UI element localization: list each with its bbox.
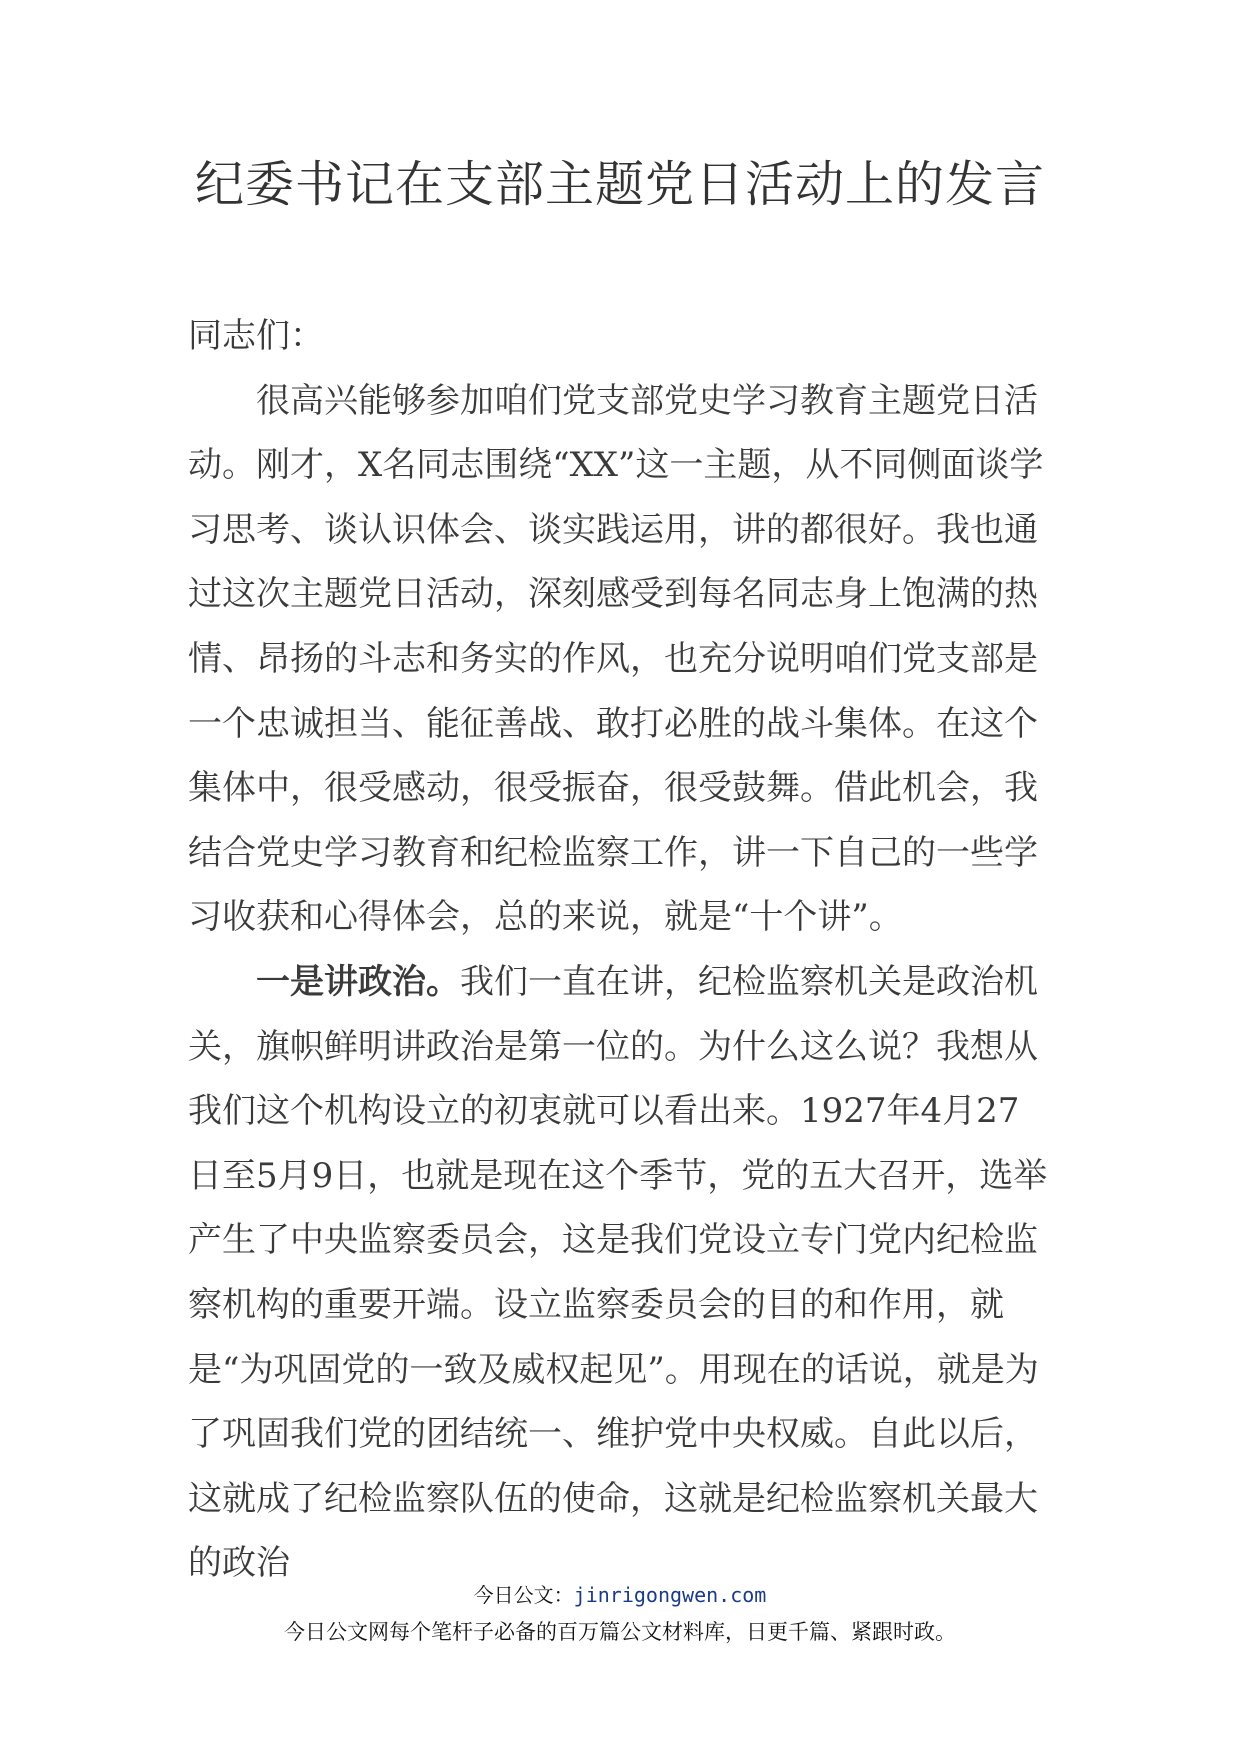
footer-slogan: 今日公文网每个笔杆子必备的百万篇公文材料库，日更千篇、紧跟时政。 — [284, 1620, 956, 1644]
footer-site-line — [0, 1580, 1240, 1610]
paragraph-politics-text: 我们一直在讲，纪检监察机关是政治机关，旗帜鲜明讲政治是第一位的。为什么这么说？我想从我们这个机构设立的初衷就可以看出来。1927年4月27日至5月9日，也就是现在这个季节，党的五大召开，选举产生了中央监察委员会，这是我们党设立专门党内纪检监察机构的重要开端。设立监察委员会的目的和作用，就是“为巩固党的一致及威权起见”。用现在的话说，就是为了巩固我们党的团结统一、维护党中央权威。自此以后，这就成了纪检监察队伍的使命，这就是纪检监察机关最大的政治 — [188, 961, 1048, 1584]
paragraph-opening: 很高兴能够参加咱们党支部党史学习教育主题党日活动。刚才，X名同志围绕“XX”这一主题，从不同侧面谈学习思考、谈认识体会、谈实践运用，讲的都很好。我也通过这次主题党日活动，深刻感受到每名同志身上饱满的热情、昂扬的斗志和务实的作风，也充分说明咱们党支部是一个忠诚担当、能征善战、敢打必胜的战斗集体。在这个集体中，很受感动，很受振奋，很受鼓舞。借此机会，我结合党史学习教育和纪检监察工作，讲一下自己的一些学习收获和心得体会，总的来说，就是“十个讲”。 — [188, 380, 1044, 938]
footer-site-label: 今日公文： — [473, 1583, 574, 1607]
paragraph-lead-heading: 一是讲政治。 — [256, 961, 460, 1002]
document-body — [188, 304, 1050, 1596]
document-title: 纪委书记在支部主题党日活动上的发言 — [194, 156, 1045, 213]
salutation: 同志们： — [188, 316, 324, 356]
paragraph-politics — [188, 950, 1050, 1596]
footer-site-url[interactable]: jinrigongwen.com — [573, 1583, 767, 1607]
